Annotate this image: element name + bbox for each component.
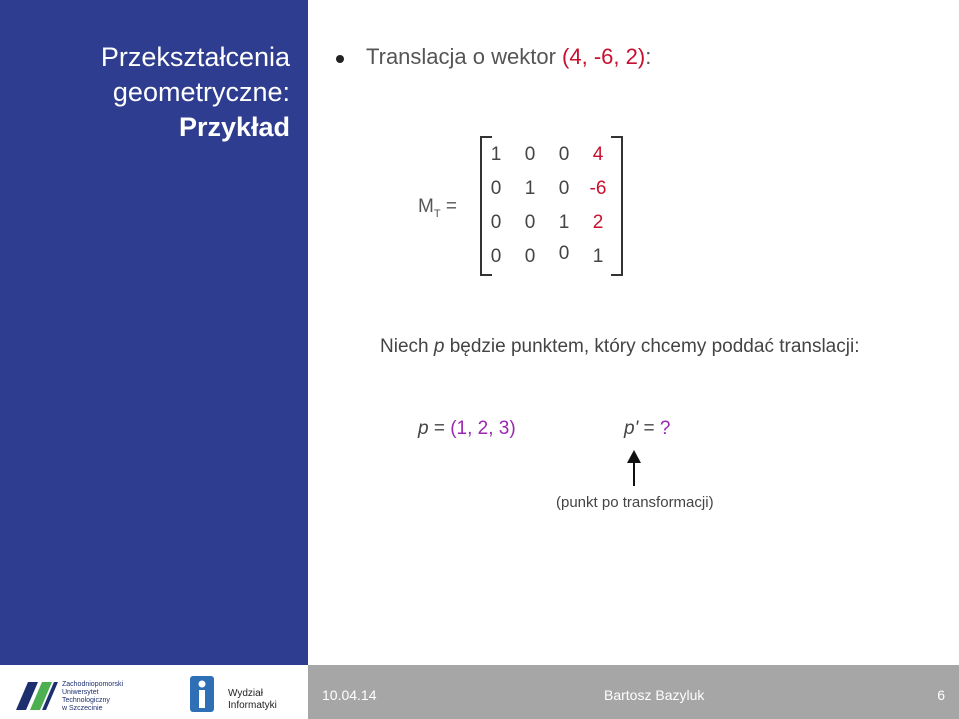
- matrix-cell: 0: [490, 178, 502, 199]
- matrix-right-bracket: [611, 136, 623, 276]
- matrix-label: $M_T$ =: [418, 196, 457, 220]
- matrix-cell: 1: [558, 212, 570, 233]
- footer-author: Bartosz Bazyluk: [604, 687, 705, 703]
- bullet-dot-icon: [336, 55, 344, 63]
- description-text: Niech p będzie punktem, który chcemy poddać translacji:: [380, 336, 860, 357]
- bullet-translation: [366, 44, 651, 70]
- matrix-cell: 0: [558, 243, 570, 264]
- title-line-1: Przekształcenia: [100, 42, 290, 72]
- title-line-3: Przykład: [178, 112, 290, 142]
- matrix-cell-translation: -6: [589, 178, 607, 199]
- matrix-cell-translation: 2: [592, 212, 604, 233]
- bullet-suffix: :: [645, 44, 652, 69]
- footer-bar: [308, 665, 959, 719]
- matrix-cell: 0: [524, 212, 536, 233]
- matrix-cell: 1: [490, 144, 502, 165]
- zut-logo-icon: [14, 676, 58, 712]
- matrix-cell: 0: [524, 144, 536, 165]
- matrix-cell: 0: [490, 212, 502, 233]
- arrow-shaft: [633, 462, 635, 486]
- matrix-cell: 1: [524, 178, 536, 199]
- title-line-2: geometryczne:: [112, 77, 290, 107]
- wi-logo-text: Wydział Informatyki: [228, 688, 277, 711]
- slide-content: [308, 0, 959, 665]
- matrix-cell: 0: [524, 246, 536, 267]
- bullet-prefix: Translacja o wektor: [366, 44, 563, 69]
- wi-logo-icon: [190, 676, 214, 712]
- bullet-vector: (4, -6, 2): [562, 44, 646, 69]
- footer-page-number: 6: [937, 687, 945, 703]
- annotation-note: (punkt po transformacji): [556, 494, 714, 511]
- matrix-cell: 0: [558, 144, 570, 165]
- slide-title: [101, 40, 290, 145]
- zut-logo-text: Zachodniopomorski Uniwersytet Technologiczny w Szczecinie: [62, 681, 124, 712]
- matrix-cell: 1: [592, 246, 604, 267]
- matrix-cell: 0: [490, 246, 502, 267]
- point-p-prime-expression: p' = ?: [624, 418, 671, 439]
- point-p-expression: p = (1, 2, 3): [418, 418, 516, 439]
- footer-date: 10.04.14: [322, 687, 377, 703]
- sidebar: [0, 0, 308, 665]
- matrix-cell-translation: 4: [592, 144, 604, 165]
- matrix-cell: 0: [558, 178, 570, 199]
